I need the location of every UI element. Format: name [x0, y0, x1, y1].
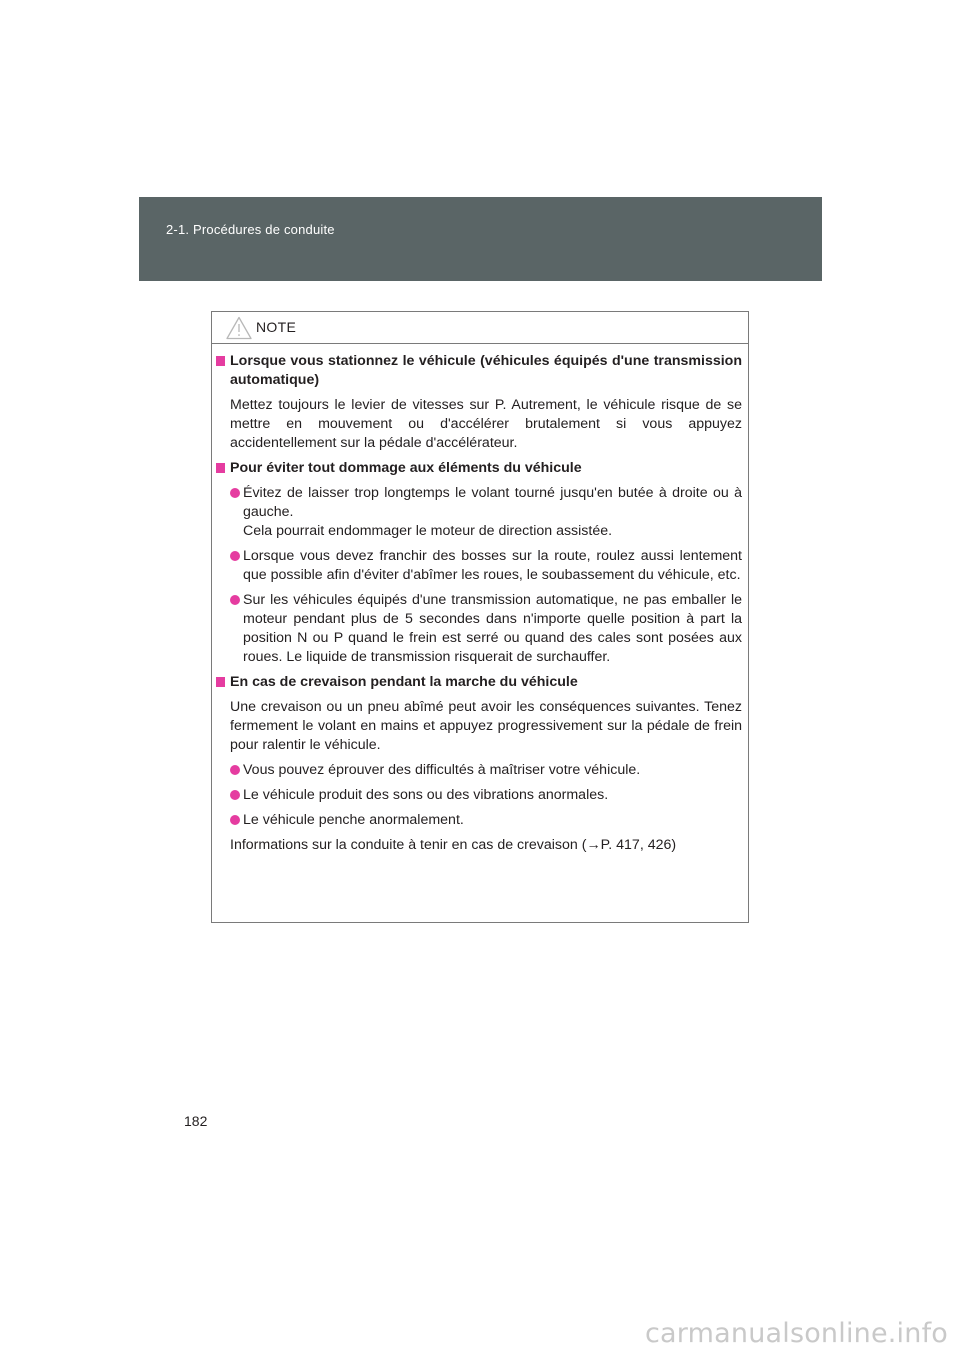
- list-item: [230, 786, 742, 805]
- note-header: [212, 312, 748, 344]
- round-bullet-icon: [230, 790, 240, 800]
- section-title: 2-1. Procédures de conduite: [166, 222, 335, 237]
- note-body: [212, 344, 748, 855]
- round-bullet-icon: [230, 551, 240, 561]
- section-footer-text: Informations sur la conduite à tenir en cas de crevaison (→P. 417, 426): [230, 837, 677, 853]
- list-item: [230, 484, 742, 541]
- section-heading: Pour éviter tout dommage aux éléments du véhicule: [230, 460, 582, 476]
- list-item: [230, 547, 742, 585]
- header-band: [139, 197, 822, 281]
- note-label: NOTE: [256, 319, 297, 335]
- round-bullet-icon: [230, 488, 240, 498]
- square-bullet-icon: [216, 677, 225, 687]
- round-bullet-icon: [230, 595, 240, 605]
- list-item-text: Le véhicule produit des sons ou des vibrations anormales.: [243, 787, 609, 803]
- list-item: [230, 761, 742, 780]
- page-number: 182: [184, 1113, 208, 1129]
- section-paragraph: Mettez toujours le levier de vitesses sur P. Autrement, le véhicule risque de se mettre en mouvement ou d'accélérer brutalement si vous appuyez accidentellement sur la pédale d'accélérateur.: [230, 397, 742, 451]
- list-item-text: Vous pouvez éprouver des difficultés à maîtriser votre véhicule.: [243, 762, 641, 778]
- square-bullet-icon: [216, 463, 225, 473]
- note-section: [216, 352, 742, 453]
- note-box: [211, 311, 749, 923]
- list-item-text: Évitez de laisser trop longtemps le volant tourné jusqu'en butée à droite ou à gauche.: [243, 485, 742, 520]
- section-paragraph: Une crevaison ou un pneu abîmé peut avoir les conséquences suivantes. Tenez fermement le volant en mains et appuyez progressivement sur la pédale de frein pour ralentir le véhicule.: [230, 699, 742, 753]
- list-item: [230, 811, 742, 830]
- round-bullet-icon: [230, 765, 240, 775]
- square-bullet-icon: [216, 356, 225, 366]
- section-heading: Lorsque vous stationnez le véhicule (véhicules équipés d'une transmission automatique): [230, 353, 742, 388]
- list-item-text: Lorsque vous devez franchir des bosses sur la route, roulez aussi lentement que possible afin d'éviter d'abîmer les roues, le soubassement du véhicule, etc.: [243, 548, 742, 583]
- note-section: [216, 673, 742, 855]
- list-item-text: Sur les véhicules équipés d'une transmission automatique, ne pas emballer le moteur pendant plus de 5 secondes dans n'importe quelle position à part la position N ou P quand le frein est serré ou quand des cales sont posées aux roues. Le liquide de transmission risquerait de surchauffer.: [243, 592, 742, 665]
- note-section: [216, 459, 742, 667]
- section-heading: En cas de crevaison pendant la marche du véhicule: [230, 674, 578, 690]
- round-bullet-icon: [230, 815, 240, 825]
- list-item-text: Le véhicule penche anormalement.: [243, 812, 464, 828]
- list-item-text: Cela pourrait endommager le moteur de direction assistée.: [243, 523, 613, 539]
- watermark: carmanualsonline.info: [645, 1318, 948, 1349]
- warning-triangle-icon: [226, 316, 252, 340]
- list-item: [230, 591, 742, 667]
